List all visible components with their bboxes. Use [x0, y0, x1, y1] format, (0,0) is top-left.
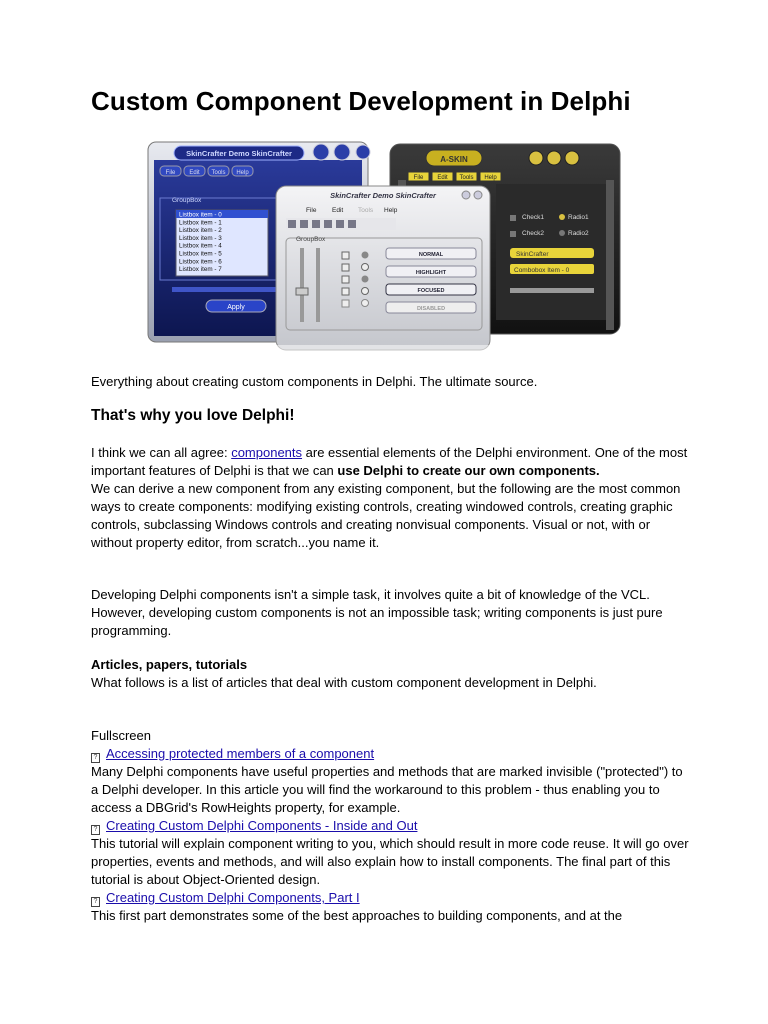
article-item: [91, 745, 691, 763]
bullet-icon: ?: [91, 753, 100, 763]
svg-text:SkinCrafter Demo SkinCrafter: SkinCrafter Demo SkinCrafter: [186, 149, 292, 158]
svg-text:Radio2: Radio2: [568, 230, 589, 237]
article-item: [91, 889, 691, 907]
win2-skin-button-label: HIGHLIGHT: [415, 270, 447, 276]
win1-listbox-item: Listbox item - 7: [179, 266, 222, 274]
svg-text:Combobox Item - 0: Combobox Item - 0: [514, 267, 570, 274]
win1-listbox-item: Listbox item - 6: [179, 258, 222, 266]
skincrafter-demo-image: [146, 140, 624, 355]
win1-listbox-item: Listbox item - 3: [179, 234, 222, 242]
win2-menu-item: Edit: [332, 207, 344, 214]
svg-text:GroupBox: GroupBox: [172, 197, 202, 204]
para1-text-rest: We can derive a new component from any existing component, but the following are the most common ways to create components: modifying existing controls, creating windowed controls, creating graphic controls, subclassing Windows controls and creating nonvisual components. Visual or not, with or without property editor, from scratch...you name it.: [91, 481, 681, 550]
win1-tab-label: Tools: [211, 170, 226, 176]
article-description: Many Delphi components have useful properties and methods that are marked invisible ("protected") to a Delphi developer. In this article you will find the workaround to this problem - thus enabling you to access a DBGrid's RowHeights property, for example.: [91, 764, 683, 815]
intro-text: Everything about creating custom components in Delphi. The ultimate source.: [91, 374, 538, 389]
svg-text:Check1: Check1: [522, 214, 545, 221]
win1-listbox-item: Listbox item - 4: [179, 242, 222, 250]
svg-text:A-SKIN: A-SKIN: [440, 155, 468, 164]
win1-tab-label: Help: [236, 170, 249, 176]
article-link[interactable]: Creating Custom Delphi Components - Inside and Out: [106, 818, 418, 833]
section-heading: That's why you love Delphi!: [91, 407, 295, 424]
win3-menu-label: Tools: [459, 175, 474, 181]
win1-tab-label: Edit: [189, 170, 200, 176]
page-title: Custom Component Development in Delphi: [91, 86, 631, 116]
skin-window-silver: [276, 186, 490, 350]
win2-skin-button-label: NORMAL: [418, 252, 444, 258]
win2-skin-button-label: FOCUSED: [417, 288, 445, 294]
articles-section: [91, 656, 691, 692]
articles-intro: What follows is a list of articles that deal with custom component development in Delphi.: [91, 675, 597, 690]
win1-listbox-item: Listbox item - 5: [179, 250, 222, 258]
win1-listbox-item: Listbox item - 2: [179, 227, 222, 235]
article-link[interactable]: Accessing protected members of a component: [106, 746, 375, 761]
para1-text-start: I think we can all agree:: [91, 445, 232, 460]
win2-menu-item: File: [306, 207, 317, 214]
para1-bold-text: use Delphi to create our own components.: [337, 463, 600, 478]
win3-menu-label: Help: [484, 175, 497, 181]
articles-heading: Articles, papers, tutorials: [91, 657, 248, 672]
bullet-icon: ?: [91, 825, 100, 835]
win3-menu-label: File: [413, 175, 424, 181]
para1-text-middle: are essential elements of the Delphi environment. One of the most important features of Delphi is that we can: [91, 445, 688, 478]
win2-menu-item: Help: [384, 207, 398, 214]
article-description: This first part demonstrates some of the best approaches to building components, and at the: [91, 908, 623, 923]
win1-tab-label: File: [165, 170, 176, 176]
svg-text:SkinCrafter Demo SkinCrafter: SkinCrafter Demo SkinCrafter: [330, 191, 436, 200]
components-link[interactable]: components: [231, 445, 303, 460]
win1-listbox-item: Listbox item - 0: [179, 211, 222, 219]
win3-menu-label: Edit: [437, 175, 448, 181]
svg-text:Radio1: Radio1: [568, 214, 589, 221]
win1-listbox-item: Listbox item - 1: [179, 219, 222, 227]
fullscreen-label: Fullscreen: [91, 728, 151, 743]
win2-skin-button-label: DISABLED: [416, 306, 446, 312]
article-list: [91, 727, 691, 925]
svg-text:Check2: Check2: [522, 230, 545, 237]
svg-text:GroupBox: GroupBox: [296, 236, 326, 243]
article-item: [91, 817, 691, 835]
article-description: This tutorial will explain component writing to you, which should result in more code reuse. It will go over properties, events and methods, and will also explain how to install components. The final part of this tutorial is about Object-Oriented design.: [91, 836, 689, 887]
svg-text:SkinCrafter: SkinCrafter: [516, 251, 549, 258]
paragraph-2: Developing Delphi components isn't a simple task, it involves quite a bit of knowledge of the VCL. However, developing custom components is not an impossible task; writing components is just pure programming.: [91, 587, 663, 638]
article-link[interactable]: Creating Custom Delphi Components, Part I: [106, 890, 360, 905]
svg-text:Apply: Apply: [227, 304, 245, 311]
win2-menu-item: Tools: [358, 207, 374, 214]
paragraph-1: [91, 444, 691, 552]
bullet-icon: ?: [91, 897, 100, 907]
